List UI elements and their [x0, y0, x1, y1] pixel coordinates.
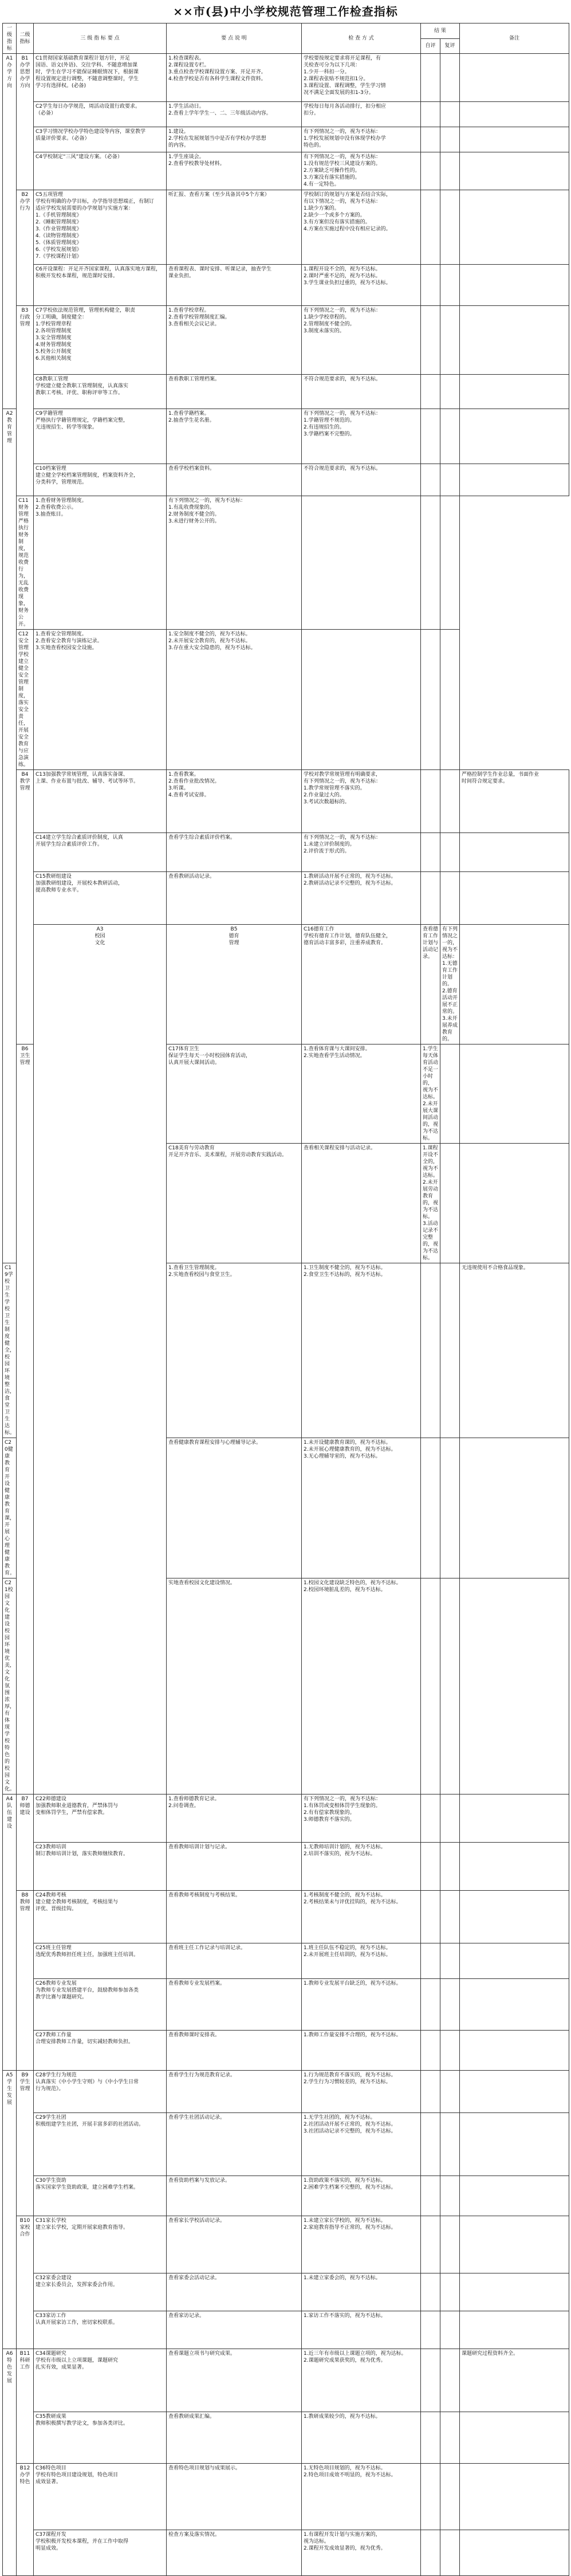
self-score-cell — [421, 127, 440, 152]
table-row — [3, 833, 569, 872]
level2-cell: B7 师德 建设 — [17, 1794, 34, 1891]
remark-cell — [460, 1943, 569, 1979]
review-score-cell — [440, 1794, 460, 1843]
self-score-cell — [421, 2113, 440, 2176]
desc-cell: 查看教职工管理档案。 — [167, 375, 302, 409]
self-score-cell — [421, 1891, 440, 1943]
table-row — [3, 872, 569, 925]
review-score-cell — [440, 1891, 460, 1943]
method-cell: 1.教师专业发展平台缺乏的，视为不达标。 — [302, 1979, 421, 2031]
header-method: 检 查 方 式 — [302, 23, 421, 54]
level3-cell: C17体育卫生 保证学生每天一小时校园体育活动， 认真开展大课间活动。 — [167, 1044, 302, 1144]
table-row — [3, 1979, 569, 2031]
level2-cell: B11 科研 工作 — [17, 2349, 34, 2464]
desc-cell: 查看班主任工作记录与培训记录。 — [167, 1943, 302, 1979]
method-cell: 1.课程开设不全的，视为不达标。 2.课时严重不足的，视为不达标。 3.学生课业负担过重的，视为不达标。 — [302, 265, 421, 306]
self-score-cell — [421, 2349, 440, 2412]
table-row — [3, 127, 569, 152]
self-score-cell — [421, 833, 440, 872]
level3-cell: C35教研成果 教师积极撰写教学论文，参加各类评比。 — [34, 2412, 167, 2464]
method-cell: 1.教研活动开展不正常的，视为不达标。 2.教研活动记录不完整的，视为不达标。 — [302, 872, 421, 925]
review-score-cell — [440, 2311, 460, 2349]
table-row — [3, 54, 569, 102]
level1-cell: A4 队伍 建设 — [3, 1794, 17, 2071]
level3-cell: C12安全管理 学校建立健全安全管理制度，落实安全 责任，开展安全教育与应急演练。 — [17, 630, 34, 770]
remark-cell — [460, 2273, 569, 2311]
self-score-cell — [421, 1438, 440, 1578]
level3-cell: C30学生资助 落实国家学生资助政策，建立困难学生档案。 — [34, 2176, 167, 2216]
level3-cell: C4学校制定“三风”建设方案。（必备） — [34, 152, 167, 190]
review-score-cell — [440, 375, 460, 409]
table-row — [3, 265, 569, 306]
method-cell: 学校每日每月各活动排行，扣分相应 扣分。 — [302, 102, 421, 127]
desc-cell: 查看学校档案资料。 — [167, 464, 302, 496]
table-row — [3, 464, 569, 496]
level1-cell: A3 校园 文化 — [34, 925, 167, 1794]
level3-cell: C20健康教育 开设健康教育课，开展心理健康教育。 — [3, 1438, 17, 1578]
level3-cell: C1贯彻国家基础教育课程计划方针，开足 国语、语文(外语)、交往学科、不随意增加课 时，学生在学习不能保证睡眠情况下，根据课 程设置规定进行调整，不随意调整课时，学生 学习有选择权。(必备) — [34, 54, 167, 102]
level3-cell: C21校园文化建设 校园环境优美，文化氛围浓厚， 有体现学校特色的校园文化。 — [3, 1578, 17, 1794]
method-cell: 1.无特色项目规划的，视为不达标。 2.特色项目成效不明显的，视为不达标。 — [302, 2464, 421, 2530]
self-score-cell — [421, 375, 440, 409]
level2-cell: B12 办学 特色 — [17, 2464, 34, 2576]
remark-cell — [460, 265, 569, 306]
table-row — [3, 2216, 569, 2273]
self-score-cell — [440, 1044, 460, 1144]
level3-cell: C25班主任管理 选配优秀教师担任班主任，加强班主任培训。 — [34, 1943, 167, 1979]
self-score-cell — [440, 1144, 460, 1263]
level3-cell: C23教师培训 制订教师培训计划，落实教师继续教育。 — [34, 1843, 167, 1891]
desc-cell: 1.查看学籍档案。 2.抽查学生花名册。 — [167, 409, 302, 464]
level3-cell: C5五项管理 学校有明确的办学目标，办学指导思想端正，有制订 适应学校发展需要的办学规划与实施方案： 1.《手机管理制度》 2.《睡眠管理制度》 3.《作业管理制度》 4.《读物管理制度》 5.《体质管理制度》 6.《学校发展规划》 7.《学校课程计划》 — [34, 190, 167, 265]
header-remark: 备注 — [460, 23, 569, 54]
self-score-cell — [421, 1263, 440, 1438]
method-cell: 1.家访工作不落实的，视为不达标。 — [302, 2311, 421, 2349]
review-score-cell — [460, 1144, 569, 1263]
method-cell: 不符合规范要求的，视为不达标。 — [302, 375, 421, 409]
table-row — [3, 2311, 569, 2349]
level3-cell: C29学生社团 积极组建学生社团，开展丰富多彩的社团活动。 — [34, 2113, 167, 2176]
self-score-cell — [302, 630, 421, 770]
remark-cell — [460, 872, 569, 925]
table-row — [3, 496, 569, 630]
level2-cell: B10 家校 合作 — [17, 2216, 34, 2349]
level3-cell: C6开设课程：开足开齐国家课程，认真落实地方课程， 积极开发校本课程，规范课时安排。 — [34, 265, 167, 306]
self-score-cell — [421, 409, 440, 464]
header-desc: 要 点 说 明 — [167, 23, 302, 54]
review-score-cell — [421, 496, 440, 630]
desc-cell: 查看家长学校活动记录。 — [167, 2216, 302, 2273]
header-result: 结 果 — [421, 23, 460, 39]
desc-cell: 查看健康教育课程安排与心理辅导记录。 — [167, 1438, 302, 1578]
level3-cell: C24教师考核 建立健全教师考核制度，考核结果与 评优、晋级挂钩。 — [34, 1891, 167, 1943]
desc-cell: 查看学生社团活动记录。 — [167, 2113, 302, 2176]
self-score-cell — [421, 2530, 440, 2576]
review-score-cell — [440, 265, 460, 306]
remark-cell — [460, 1438, 569, 1578]
desc-cell: 查看特色项目规划与成果展示。 — [167, 2464, 302, 2530]
desc-cell: 1.查看教案。 2.查看作业批改情况。 3.听课。 4.查看考试安排。 — [167, 770, 302, 833]
method-cell: 1.行为规范教育不落实的，视为不达标。 2.学生行为习惯较差的，视为不达标。 — [302, 2071, 421, 2113]
method-cell: 1.无学生社团的，视为不达标。 2.社团活动开展不正常的，视为不达标。 3.社团活动记录不完整的，视为不达标。 — [302, 2113, 421, 2176]
remark-cell — [460, 2311, 569, 2349]
self-score-cell — [421, 54, 440, 102]
method-cell: 1.班主任队伍不稳定的，视为不达标。 2.未开展班主任培训的，视为不达标。 — [302, 1943, 421, 1979]
remark-cell — [460, 2031, 569, 2071]
review-score-cell — [440, 833, 460, 872]
method-cell: 1.教师工作量安排不合理的，视为不达标。 — [302, 2031, 421, 2071]
level3-cell: C15教研组建设 加强教研组建设，开展校本教研活动， 提高教师专业水平。 — [34, 872, 167, 925]
remark-cell — [460, 409, 569, 464]
self-score-cell — [421, 770, 440, 833]
self-score-cell — [421, 1943, 440, 1979]
desc-cell: 查看教师课时安排表。 — [167, 2031, 302, 2071]
review-score-cell — [440, 2113, 460, 2176]
remark-cell — [460, 102, 569, 127]
table-row — [3, 630, 569, 770]
level3-cell: C3学习情况学校办学特色建设等内容，课堂教学 质量评价要求。（必备） — [34, 127, 167, 152]
level1-cell: A2 教育 管理 — [3, 409, 17, 1263]
table-row — [3, 102, 569, 127]
method-cell: 1.学生每天体育活动不足一小时的， 视为不达标。 2.未开展大课间活动的，视为不达标。 — [421, 1044, 440, 1144]
remark-cell: 严格控制学生作业总量，书面作业 时间符合规定要求。 — [460, 770, 569, 833]
method-cell: 有下列情况之一的，视为不达标： 1.学校发展规划中没有体现学校办学 特色的。 — [302, 127, 421, 152]
method-cell: 1.课程开设不全的，视为不达标。 2.未开展劳动教育的，视为不达标。 3.活动记录不完整的，视为不达标。 — [421, 1144, 440, 1263]
review-score-cell — [440, 2216, 460, 2273]
review-score-cell — [440, 2273, 460, 2311]
review-score-cell — [440, 1578, 460, 1794]
review-score-cell — [440, 54, 460, 102]
page-title: ××市(县)中小学校规范管理工作检查指标 — [173, 5, 398, 18]
level2-cell: B9 学生 管理 — [17, 2071, 34, 2216]
level2-cell: B6 卫生 管理 — [17, 1044, 34, 1794]
table-row — [3, 2113, 569, 2176]
desc-cell: 查看教研成果汇编。 — [167, 2412, 302, 2464]
table-row — [3, 375, 569, 409]
self-score-cell — [421, 102, 440, 127]
level3-cell: C36特色项目 学校有特色项目建设规划，特色项目 成效显著。 — [34, 2464, 167, 2530]
remark-cell — [460, 306, 569, 375]
remark-cell — [460, 2464, 569, 2530]
inspection-table — [2, 23, 569, 2576]
level2-cell: B1 办学 思想 办学 方向 — [17, 54, 34, 190]
review-score-cell — [440, 872, 460, 925]
method-cell: 有下列情况之一的，视为不达标： 1.有乱收费现象的。 2.财务制度不健全的。 3.未进行财务公开的。 — [167, 496, 302, 630]
desc-cell: 检查方案及落实情况。 — [167, 2530, 302, 2576]
header-self: 自评 — [421, 38, 440, 54]
remark-cell — [460, 1979, 569, 2031]
table-row — [3, 409, 569, 464]
level2-cell: B4 教学 管理 — [17, 770, 34, 1044]
level3-cell: C26教师专业发展 为教师专业发展搭建平台，鼓励教师参加各类 教学比赛与课题研究。 — [34, 1979, 167, 2031]
table-row — [3, 925, 569, 1044]
remark-cell — [440, 630, 460, 770]
remark-cell — [460, 2530, 569, 2576]
header-level3: 三 级 指 标 要 点 — [34, 23, 167, 54]
self-score-cell — [421, 152, 440, 190]
method-cell: 有下列情况之一的，视为不达标： 1.未建立评价制度的。 2.评价流于形式的。 — [302, 833, 421, 872]
method-cell: 1.未建立家长学校的，视为不达标。 2.家庭教育指导不正常的，视为不达标。 — [302, 2216, 421, 2273]
remark-cell — [460, 1843, 569, 1891]
review-score-cell — [440, 2530, 460, 2576]
review-score-cell — [460, 1044, 569, 1144]
table-row — [3, 2530, 569, 2576]
level3-cell: C2学生每日办学规范，周活动设置行政要求。 （必备） — [34, 102, 167, 127]
method-cell: 1.未开设健康教育课的，视为不达标。 2.未开展心理健康教育的，视为不达标。 3.无心理辅导室的，视为不达标。 — [302, 1438, 421, 1578]
level3-cell: C37课程开发 学校积极开发校本课程，并在工作中取得 明显成效。 — [34, 2530, 167, 2576]
method-cell: 不符合规范要求的，视为不达标。 — [302, 464, 421, 496]
remark-cell — [460, 190, 569, 265]
self-score-cell — [421, 2412, 440, 2464]
method-cell: 学校制订的规划与方案是否结合实际， 有以下情况之一的，视为不达标： 1.缺少方案的。 2.缺少一个或多个方案的。 3.有方案但没有落实措施的。 4.方案在实施过程中没有相应记录的。 — [302, 190, 421, 265]
level2-cell: B2 办学 行为 — [17, 190, 34, 306]
level3-cell: C33家访工作 认真开展家访工作，密切家校联系。 — [34, 2311, 167, 2349]
review-score-cell — [440, 1263, 460, 1438]
desc-cell: 查看资助档案与发放记录。 — [167, 2176, 302, 2216]
remark-cell — [460, 2176, 569, 2216]
level1-cell: A1 办学方向 — [3, 54, 17, 409]
desc-cell: 查看教师培训计划与记录。 — [167, 1843, 302, 1891]
table-row — [3, 2412, 569, 2464]
remark-cell — [460, 464, 569, 496]
level2-cell: B8 教师 管理 — [17, 1891, 34, 2071]
review-score-cell — [440, 1438, 460, 1578]
method-cell: 学校对教学常规管理有明确要求， 有下列情况之一的，视为不达标： 1.教学常规管理不落实的。 2.作业量过大的。 3.考试次数超标的。 — [302, 770, 421, 833]
desc-cell: 查看教师考核制度与考核结果。 — [167, 1891, 302, 1943]
desc-cell: 1.建设。 2.学校在发展规划当中是否有学校办学思想 的内容。 — [167, 127, 302, 152]
desc-cell: 查看教研活动记录。 — [167, 872, 302, 925]
review-score-cell — [440, 1979, 460, 2031]
review-score-cell — [440, 2071, 460, 2113]
review-score-cell — [440, 102, 460, 127]
self-score-cell — [421, 190, 440, 265]
self-score-cell — [421, 2031, 440, 2071]
review-score-cell — [440, 190, 460, 265]
level3-cell: C14建立学生综合素质评价制度，认真 开展学生综合素质评价工作。 — [34, 833, 167, 872]
self-score-cell — [421, 1578, 440, 1794]
self-score-cell — [421, 872, 440, 925]
method-cell: 有下列情况之一的，视为不达标： 1.没有规范学校三风建设方案的。 2.方案缺乏可操作性的。 3.方案没有落实措施的。 4.有一定特色。 — [302, 152, 421, 190]
level3-cell: C11财务管理 严格执行财务制度，规范收费行为， 无乱收费现象，财务公开。 — [17, 496, 34, 630]
desc-cell: 查看德育工作计划与活动记录。 — [421, 925, 440, 1044]
level3-cell: C31家长学校 建立家长学校，定期开展家庭教育指导。 — [34, 2216, 167, 2273]
review-score-cell — [440, 306, 460, 375]
table-row — [3, 306, 569, 375]
method-cell: 有下列情况之一的，视为不达标： 1.缺少学校章程的。 2.管理制度不健全的。 3.制度未落实的。 — [302, 306, 421, 375]
level3-cell: C9学籍管理 严格执行学籍管理规定，学籍档案完整， 无违规招生、转学等现象。 — [34, 409, 167, 464]
method-cell: 1.有课程开发计划与实施方案的， 视为达标。 2.课程开发成效显著的，视为优秀。 — [302, 2530, 421, 2576]
review-score-cell — [421, 630, 440, 770]
remark-cell — [460, 127, 569, 152]
desc-cell: 1.检查课程表。 2.课程设置专栏。 3.重点检查学校课程设置方案、开足开齐。 4.检查学校是否有各科学生课程文件资料。 — [167, 54, 302, 102]
review-score-cell — [440, 770, 460, 833]
header-level2: 二级 指标 — [17, 23, 34, 54]
self-score-cell — [421, 2464, 440, 2530]
review-score-cell — [440, 2176, 460, 2216]
method-cell: 1.校园文化建设缺乏特色的，视为不达标。 2.校园环境脏乱差的，视为不达标。 — [302, 1578, 421, 1794]
level3-cell: C27教师工作量 合理安排教师工作量，切实减轻教师负担。 — [34, 2031, 167, 2071]
level3-cell: C32家委会建设 建立家长委员会，发挥家委会作用。 — [34, 2273, 167, 2311]
table-row — [3, 2176, 569, 2216]
review-score-cell — [440, 2412, 460, 2464]
remark-cell — [460, 2216, 569, 2273]
remark-cell — [460, 1891, 569, 1943]
desc-cell: 1.查看财务管理制度。 2.查看收费公示。 3.抽查账目。 — [34, 496, 167, 630]
desc-cell: 查看家访记录。 — [167, 2311, 302, 2349]
desc-cell: 听汇报、查看方案（至少具备其中5个方案） — [167, 190, 302, 265]
header-level1: 一级 指标 — [3, 23, 17, 54]
table-row — [3, 190, 569, 265]
remark-cell: 课题研究过程资料齐全。 — [460, 2349, 569, 2412]
table-row — [3, 1891, 569, 1943]
self-score-cell — [302, 496, 421, 630]
self-score-cell — [421, 2216, 440, 2273]
desc-cell: 实地查看校园文化建设情况。 — [167, 1578, 302, 1794]
method-cell: 有下列情况之一的，视为不达标： 1.无德育工作计划的。 2.德育活动开展不正常的。 3.未开展养成教育的。 — [440, 925, 460, 1044]
remark-cell — [460, 2071, 569, 2113]
method-cell: 1.考核制度不健全的，视为不达标。 2.考核结果未与评优挂钩的，视为不达标。 — [302, 1891, 421, 1943]
self-score-cell — [421, 1794, 440, 1843]
self-score-cell — [421, 2176, 440, 2216]
level3-cell: C16德育工作 学校有德育工作计划，德育队伍健全， 德育活动丰富多彩，注重养成教育。 — [302, 925, 421, 1044]
self-score-cell — [421, 2071, 440, 2113]
table-row — [3, 152, 569, 190]
table-row — [3, 770, 569, 833]
method-cell: 1.卫生制度不健全的，视为不达标。 2.食堂卫生不达标的，视为不达标。 — [302, 1263, 421, 1438]
desc-cell: 1.查看学校章程。 2.查看学校管理制度汇编。 3.查看相关会议记录。 — [167, 306, 302, 375]
review-score-cell — [440, 152, 460, 190]
inspection-table-body — [3, 54, 569, 2576]
table-row — [3, 2273, 569, 2311]
level1-cell: A6 特色 发展 — [3, 2349, 17, 2576]
method-cell: 1.未建立家委会的，视为不达标。 — [302, 2273, 421, 2311]
table-row — [3, 2349, 569, 2412]
remark-cell — [460, 2113, 569, 2176]
remark-cell: 无违规使用不合格食品现象。 — [460, 1263, 569, 1438]
desc-cell: 查看教师专业发展档案。 — [167, 1979, 302, 2031]
method-cell: 1.资助政策不落实的，视为不达标。 2.困难学生档案不完整的，视为不达标。 — [302, 2176, 421, 2216]
method-cell: 有下列情况之一的，视为不达标： 1.学籍管理不规范的。 2.有违规招生的。 3.学籍档案不完整的。 — [302, 409, 421, 464]
desc-cell: 1.查看师德教育记录。 2.问卷调查。 — [167, 1794, 302, 1843]
remark-cell — [460, 2412, 569, 2464]
desc-cell: 查看课题立项书与研究成果。 — [167, 2349, 302, 2412]
self-score-cell — [460, 925, 569, 1044]
table-row — [3, 1794, 569, 1843]
self-score-cell — [421, 265, 440, 306]
method-cell: 1.安全制度不健全的，视为不达标。 2.未开展安全教育的，视为不达标。 3.存在重大安全隐患的，视为不达标。 — [167, 630, 302, 770]
remark-cell — [460, 1578, 569, 1794]
header-row — [3, 23, 569, 39]
level3-cell: C7学校依法规范管理，管理机构健全，职责 分工明确，制度健全： 1.学校管理章程 2.各项管理制度 3.安全管理制度 4.财务管理制度 5.校务公开制度 6.其他相关制度 — [34, 306, 167, 375]
desc-cell: 查看学生综合素质评价档案。 — [167, 833, 302, 872]
review-score-cell — [440, 464, 460, 496]
method-cell: 1.教研成果较少的，视为不达标。 — [302, 2412, 421, 2464]
level3-cell: C19学校卫生 学校卫生制度健全，校园环境整洁， 食堂卫生达标。 — [3, 1263, 17, 1438]
header-review: 复评 — [440, 38, 460, 54]
method-cell: 有下列情况之一的，视为不达标： 1.有体罚或变相体罚学生现象的。 2.有有偿家教现象的。 3.师德教育不落实的。 — [302, 1794, 421, 1843]
review-score-cell — [440, 2349, 460, 2412]
table-row — [3, 1943, 569, 1979]
desc-cell: 查看家委会活动记录。 — [167, 2273, 302, 2311]
review-score-cell — [440, 409, 460, 464]
table-row — [3, 2071, 569, 2113]
desc-cell: 1.学生座谈会。 2.查看学校教导处材料。 — [167, 152, 302, 190]
review-score-cell — [440, 2464, 460, 2530]
self-score-cell — [421, 306, 440, 375]
review-score-cell — [440, 1843, 460, 1891]
desc-cell: 查看相关课程安排与活动记录。 — [302, 1144, 421, 1263]
method-cell: 学校要按规定要求将开足课程，有 关检查可分为以下几项： 1.少开一科扣一分。 2.课程表张贴不规范扣1分。 3.课程设置、课程调整，学生学习情 况不满足全面发展的扣1-3分。 — [302, 54, 421, 102]
level1-cell: A5 学生 发展 — [3, 2071, 17, 2349]
level3-cell: C10档案管理 建立健全学校档案管理制度，档案资料齐全， 分类科学，管理规范。 — [34, 464, 167, 496]
self-score-cell — [421, 464, 440, 496]
remark-cell — [460, 152, 569, 190]
level2-cell: B5 德育 管理 — [167, 925, 302, 1044]
table-row — [3, 2031, 569, 2071]
level3-cell: C18美育与劳动教育 开足开齐音乐、美术课程，开展劳动教育实践活动。 — [167, 1144, 302, 1263]
method-cell: 1.无教师培训计划的，视为不达标。 2.培训不落实的，视为不达标。 — [302, 1843, 421, 1891]
desc-cell: 1.查看卫生管理制度。 2.实地查看校园与食堂卫生。 — [167, 1263, 302, 1438]
desc-cell: 查看学生行为规范教育记录。 — [167, 2071, 302, 2113]
review-score-cell — [440, 2031, 460, 2071]
review-score-cell — [440, 1943, 460, 1979]
desc-cell: 查看课程表、课时安排、听课记录，抽查学生 课业负担。 — [167, 265, 302, 306]
level3-cell: C34课题研究 学校有市级以上立项课题，课题研究 扎实有效，成果显著。 — [34, 2349, 167, 2412]
self-score-cell — [421, 1843, 440, 1891]
remark-cell — [460, 833, 569, 872]
desc-cell: 1.学生活动日。 2.查看上学年学生一、二、三年级活动内容。 — [167, 102, 302, 127]
remark-cell — [460, 54, 569, 102]
desc-cell: 1.查看体育课与大课间安排。 2.实地查看学生活动情况。 — [302, 1044, 421, 1144]
self-score-cell — [421, 2273, 440, 2311]
method-cell: 1.近三年有市级以上课题立项的，视为达标。 2.课题研究成果获奖的，视为优秀。 — [302, 2349, 421, 2412]
table-row — [3, 1843, 569, 1891]
table-row — [3, 2464, 569, 2530]
level2-cell: B3 行政 管理 — [17, 306, 34, 496]
self-score-cell — [421, 1979, 440, 2031]
review-score-cell — [440, 127, 460, 152]
self-score-cell — [421, 2311, 440, 2349]
level3-cell: C13加强教学常规管理，认真落实备课、 上课、作业布置与批改、辅导、考试等环节。 — [34, 770, 167, 833]
remark-cell — [460, 1794, 569, 1843]
remark-cell — [460, 375, 569, 409]
level3-cell: C28学生行为规范 认真落实《中小学生守则》与《中小学生日常 行为规范》。 — [34, 2071, 167, 2113]
desc-cell: 1.查看安全管理制度。 2.查看安全教育与演练记录。 3.实地查看校园安全设施。 — [34, 630, 167, 770]
level3-cell: C8教职工管理 学校建立健全教职工管理制度，认真落实 教职工考核、评优、职称评审等工作。 — [34, 375, 167, 409]
remark-cell — [440, 496, 460, 630]
level3-cell: C22师德建设 加强教师职业道德教育，严禁体罚与 变相体罚学生，严禁有偿家教。 — [34, 1794, 167, 1843]
